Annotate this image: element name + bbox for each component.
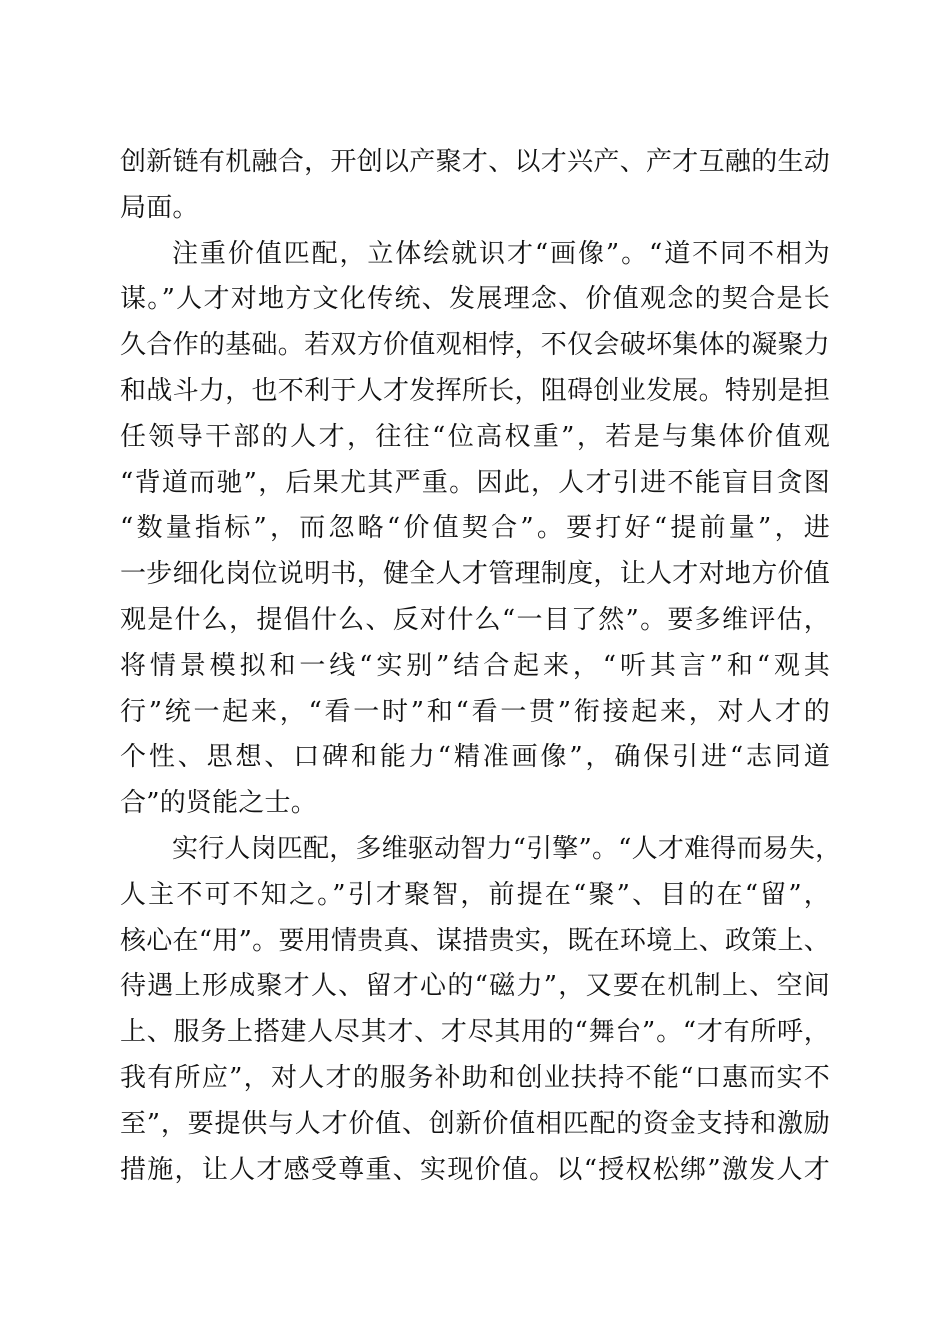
text-line: 我有所应”，对人才的服务补助和创业扶持不能“口惠而实不 [120, 1062, 830, 1093]
text-line: 至”，要提供与人才价值、创新价值相匹配的资金支持和激励 [120, 1108, 830, 1139]
text-line: 措施，让人才感受尊重、实现价值。以“授权松绑”激发人才 [120, 1154, 830, 1185]
paragraph-2 [120, 232, 830, 827]
text-line: 人主不可不知之。”引才聚智，前提在“聚”、目的在“留”， [120, 879, 830, 910]
text-line: 和战斗力，也不利于人才发挥所长，阻碍创业发展。特别是担 [120, 375, 830, 406]
text-line: 一步细化岗位说明书，健全人才管理制度，让人才对地方价值 [120, 559, 830, 590]
text-line: “背道而驰”，后果尤其严重。因此，人才引进不能盲目贪图 [120, 467, 830, 498]
text-line: 核心在“用”。要用情贵真、谋措贵实，既在环境上、政策上、 [120, 925, 830, 956]
text-line: 久合作的基础。若双方价值观相悖，不仅会破坏集体的凝聚力 [120, 330, 830, 361]
text-line: 谋。”人才对地方文化传统、发展理念、价值观念的契合是长 [120, 284, 830, 315]
text-line: 观是什么，提倡什么、反对什么“一目了然”。要多维评估， [120, 604, 830, 635]
paragraph-1 [120, 140, 830, 232]
paragraph-3 [120, 827, 842, 1193]
text-line: 行”统一起来，“看一时”和“看一贯”衔接起来，对人才的 [120, 696, 830, 727]
text-line: 将情景模拟和一线“实别”结合起来，“听其言”和“观其 [120, 650, 830, 681]
text-line: 注重价值匹配，立体绘就识才“画像”。“道不同不相为 [172, 238, 830, 269]
text-line: 上、服务上搭建人尽其才、才尽其用的“舞台”。“才有所呼， [120, 1017, 830, 1048]
text-line: 个性、思想、口碑和能力“精准画像”，确保引进“志同道 [120, 742, 830, 773]
text-line: 合”的贤能之士。 [120, 788, 317, 819]
text-line: “数量指标”，而忽略“价值契合”。要打好“提前量”，进 [120, 513, 830, 544]
body-text [120, 140, 842, 1193]
text-line: 任领导干部的人才，往往“位高权重”，若是与集体价值观 [120, 421, 830, 452]
text-line: 实行人岗匹配，多维驱动智力“引擎”。“人才难得而易失， [172, 833, 842, 864]
text-line: 创新链有机融合，开创以产聚才、以才兴产、产才互融的生动 [120, 147, 830, 177]
text-line: 待遇上形成聚才人、留才心的“磁力”，又要在机制上、空间 [120, 971, 830, 1002]
text-line: 局面。 [120, 192, 199, 223]
